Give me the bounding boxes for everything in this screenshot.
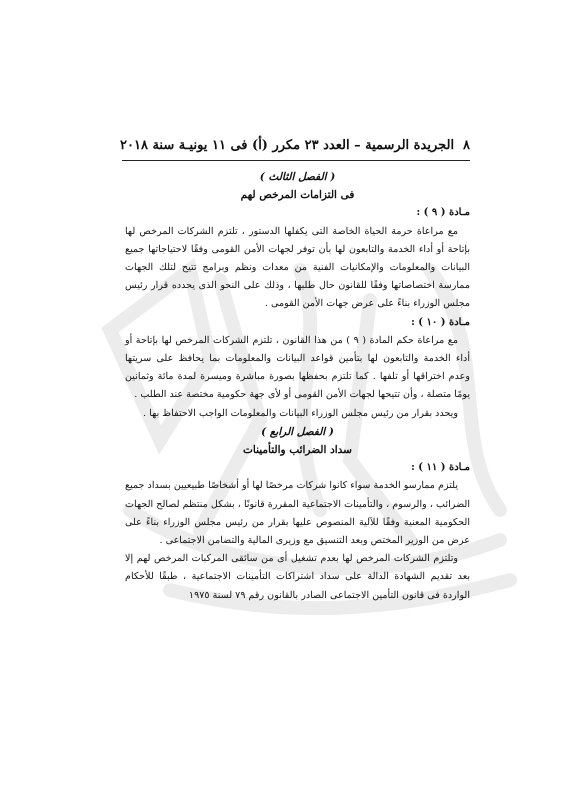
page-header — [120, 134, 470, 156]
chapter-three-title: ( الفصل الثالث ) — [259, 171, 336, 183]
chapter-four-subtitle: سداد الضرائب والتأمينات — [243, 444, 352, 457]
article-9-heading: مـادة ( ٩ ) : — [416, 207, 470, 219]
document-body — [125, 168, 470, 605]
article-10-heading: مـادة ( ١٠ ) : — [411, 316, 470, 328]
page-number: ٨ — [463, 137, 470, 153]
issue-line: الجريدة الرسمية – العدد ٢٣ مكرر (أ) فى ١١ يونيـة سنة ٢٠١٨ — [120, 137, 455, 153]
article-10-paragraph: مع مراعاة حكم المادة ( ٩ ) من هذا القانون ، تلتزم الشركات المرخص لها بإتاحة أو أداء الخدمة والتابعون لها بتأمين قواعد البيانات والمعلومات بما يحافظ على سريتها وعدم اختراقها أو تلفها . كما تلتزم بحفظها بصورة مباشرة وميسرة لمدة مائة وثمانين يومًا متصلة ، وأن تتيحها لجهات الأمن القومى أو لأى جهة حكومية مختصة عند الطلب . — [125, 334, 470, 401]
article-11-paragraph-2: وتلتزم الشركات المرخص لها بعدم تشغيل أى من سائقى المركبات المرخص لهم إلا بعد تقديم الشهادة الدالة على سداد اشتراكات التأمينات الاجتماعية ، طبقًا للأحكام الواردة فى قانون التأمين الاجتماعى الصادر بالقانون رقم ٧٩ لسنة ١٩٧٥ — [125, 553, 470, 601]
article-9-paragraph: مع مراعاة حرمة الحياة الخاصة التى يكفلها الدستور ، تلتزم الشركات المرخص لها بإتاحة أو أداء الخدمة والتابعون لها بأن توفر لجهات الأمن القومى وفقًا لاحتياجاتها جميع البيانات والمعلومات والإمكانيات الفنية من معدات ونظم وبرامج تتيح لتلك الجهات ممارسة اختصاصاتها وفقًا للقانون حال طلبها ، وذلك على النحو الذى يحدده قرار رئيس مجلس الوزراء بناءً على عرض جهات الأمن القومى . — [125, 225, 470, 310]
chapter-four-title: ( الفصل الرابع ) — [261, 425, 334, 438]
chapter-three-subtitle: فى التزامات المرخص لهم — [240, 189, 355, 202]
article-10-paragraph-2: ويحدد بقرار من رئيس مجلس الوزراء البيانات والمعلومات الواجب الاحتفاظ بها . — [143, 407, 458, 419]
article-11-paragraph: يلتزم ممارسو الخدمة سواء كانوا شركات مرخصًا لها أو أشخاصًا طبيعيين بسداد جميع الضرائب ، والرسوم ، والتأمينات الاجتماعية المقررة قانونًا ، بشكل منتظم لصالح الجهات الحكومية المعنية وفقًا للآلية المنصوص عليها بقرار من رئيس مجلس الوزراء بناءً على عرض من الوزير المختص وبعد التنسيق مع وزيرى المالية والتضامن الاجتماعى . — [125, 480, 470, 547]
article-11-heading: مـادة ( ١١ ) : — [411, 462, 470, 474]
header-divider — [122, 160, 470, 161]
